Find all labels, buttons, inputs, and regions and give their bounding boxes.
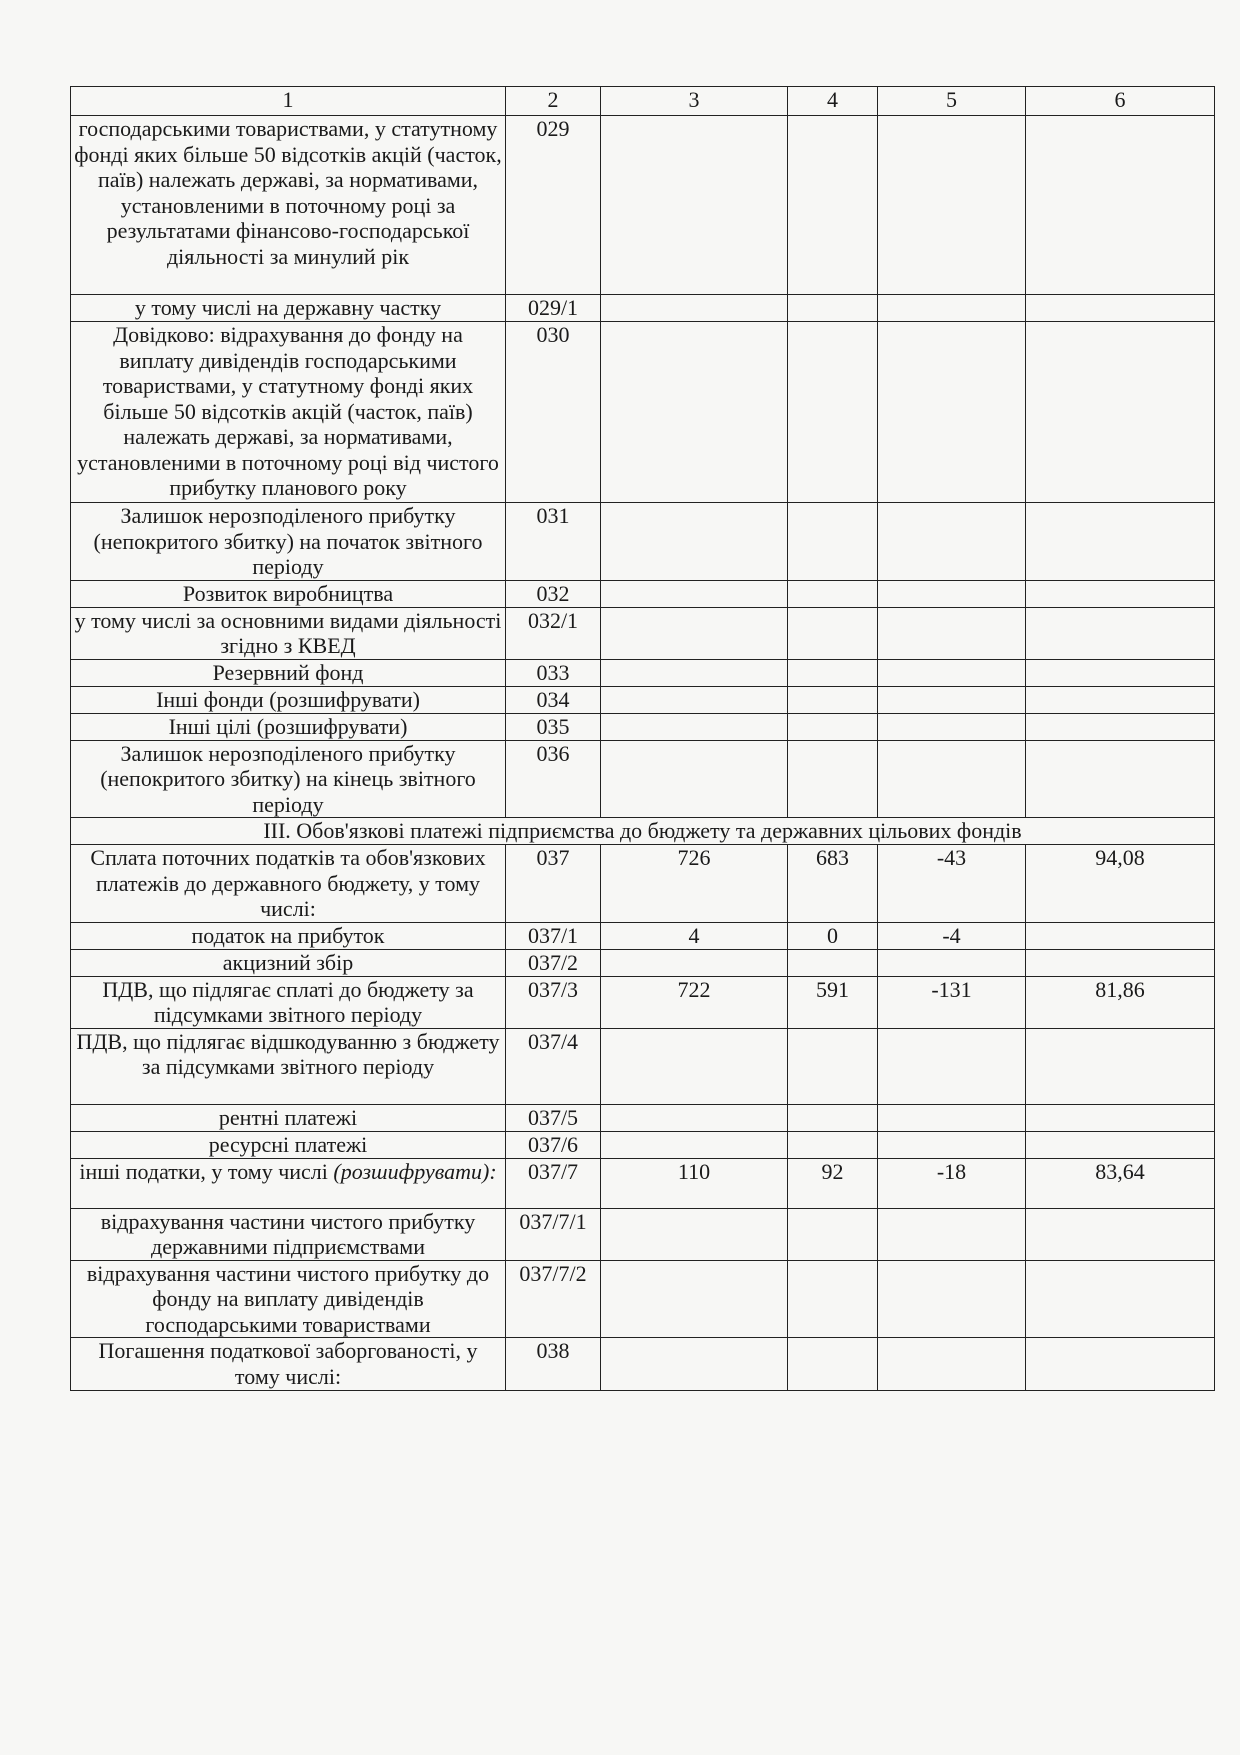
actual-value: 683: [788, 845, 878, 923]
row-code: 037/5: [506, 1104, 601, 1131]
row-code: 036: [506, 740, 601, 818]
row-name: [71, 740, 506, 818]
row-code: 037/3: [506, 976, 601, 1028]
actual-value: 92: [788, 1158, 878, 1208]
row-name-text: інші податки, у тому числі: [79, 1158, 328, 1184]
percent-value: [1026, 713, 1215, 740]
plan-value: [601, 1208, 788, 1260]
row-code: 033: [506, 659, 601, 686]
plan-value: 4: [601, 922, 788, 949]
table-row: [71, 740, 1215, 818]
row-name-text: податок на прибуток: [191, 922, 385, 948]
row-name: [71, 922, 506, 949]
row-name-text: Інші цілі (розшифрувати): [168, 713, 408, 739]
row-name-text: Резервний фонд: [212, 659, 364, 685]
plan-value: [601, 659, 788, 686]
table-row: [71, 322, 1215, 503]
plan-value: [601, 322, 788, 503]
deviation-value: -131: [878, 976, 1026, 1028]
deviation-value: [878, 740, 1026, 818]
table-row: [71, 116, 1215, 295]
percent-value: [1026, 740, 1215, 818]
column-number: 6: [1026, 87, 1215, 116]
percent-value: [1026, 1131, 1215, 1158]
row-name: [71, 713, 506, 740]
table-row: [71, 295, 1215, 322]
row-code: 037/1: [506, 922, 601, 949]
actual-value: [788, 713, 878, 740]
row-name: [71, 686, 506, 713]
plan-value: [601, 1131, 788, 1158]
plan-value: [601, 1028, 788, 1104]
actual-value: [788, 686, 878, 713]
deviation-value: [878, 1131, 1026, 1158]
actual-value: [788, 295, 878, 322]
table-row: [71, 607, 1215, 659]
plan-value: 110: [601, 1158, 788, 1208]
percent-value: 94,08: [1026, 845, 1215, 923]
row-code: 030: [506, 322, 601, 503]
row-name: [71, 949, 506, 976]
table-row: [71, 659, 1215, 686]
percent-value: [1026, 580, 1215, 607]
percent-value: 81,86: [1026, 976, 1215, 1028]
table-row: [71, 922, 1215, 949]
plan-value: [601, 1104, 788, 1131]
actual-value: [788, 659, 878, 686]
deviation-value: [878, 1028, 1026, 1104]
percent-value: [1026, 1260, 1215, 1338]
table-row: [71, 1260, 1215, 1338]
percent-value: [1026, 607, 1215, 659]
report-table: [70, 86, 1215, 1391]
row-code: 029: [506, 116, 601, 295]
row-name-text: Сплата поточних податків та обов'язкових платежів до державного бюджету, у тому числі:: [90, 845, 486, 921]
row-name: [71, 295, 506, 322]
row-name: [71, 1028, 506, 1104]
table-row: [71, 713, 1215, 740]
row-code: 034: [506, 686, 601, 713]
deviation-value: [878, 295, 1026, 322]
percent-value: [1026, 322, 1215, 503]
row-code: 037/4: [506, 1028, 601, 1104]
row-code: 037: [506, 845, 601, 923]
row-name-text: Залишок нерозподіленого прибутку (непокритого збитку) на початок звітного періоду: [93, 503, 483, 579]
deviation-value: -43: [878, 845, 1026, 923]
actual-value: [788, 116, 878, 295]
deviation-value: [878, 686, 1026, 713]
row-name-text: Залишок нерозподіленого прибутку (непокритого збитку) на кінець звітного періоду: [100, 740, 476, 817]
deviation-value: [878, 1104, 1026, 1131]
deviation-value: [878, 1260, 1026, 1338]
deviation-value: [878, 1338, 1026, 1391]
percent-value: [1026, 1208, 1215, 1260]
row-name: [71, 322, 506, 503]
deviation-value: [878, 503, 1026, 581]
actual-value: [788, 1208, 878, 1260]
deviation-value: [878, 1208, 1026, 1260]
percent-value: 83,64: [1026, 1158, 1215, 1208]
deviation-value: [878, 949, 1026, 976]
percent-value: [1026, 295, 1215, 322]
column-number-row: [71, 87, 1215, 116]
row-name-text: ресурсні платежі: [208, 1131, 368, 1157]
plan-value: [601, 116, 788, 295]
deviation-value: [878, 580, 1026, 607]
percent-value: [1026, 922, 1215, 949]
plan-value: [601, 713, 788, 740]
row-name-italic: (розшифрувати):: [333, 1158, 497, 1184]
row-code: 029/1: [506, 295, 601, 322]
actual-value: [788, 1104, 878, 1131]
percent-value: [1026, 686, 1215, 713]
percent-value: [1026, 1028, 1215, 1104]
row-name-text: відрахування частини чистого прибутку державними підприємствами: [100, 1208, 476, 1259]
table-row: [71, 686, 1215, 713]
row-name: [71, 1338, 506, 1391]
percent-value: [1026, 116, 1215, 295]
row-name-text: ПДВ, що підлягає відшкодуванню з бюджету за підсумками звітного періоду: [76, 1028, 500, 1079]
row-name-text: Інші фонди (розшифрувати): [156, 686, 420, 712]
row-code: 031: [506, 503, 601, 581]
row-name-text: Розвиток виробництва: [182, 580, 394, 606]
actual-value: [788, 1131, 878, 1158]
percent-value: [1026, 1104, 1215, 1131]
row-name: [71, 1104, 506, 1131]
column-number: 3: [601, 87, 788, 116]
row-code: 037/6: [506, 1131, 601, 1158]
row-name: [71, 1260, 506, 1338]
section-row: [71, 818, 1215, 845]
actual-value: [788, 1028, 878, 1104]
actual-value: 0: [788, 922, 878, 949]
percent-value: [1026, 503, 1215, 581]
deviation-value: -18: [878, 1158, 1026, 1208]
row-name-text: Довідково: відрахування до фонду на виплату дивідендів господарськими товариствами, у статутному фонді яких більше 50 відсотків акцій (часток, паїв) належать державі, за нормативами, установленими в поточному році від чистого прибутку планового року: [77, 322, 499, 500]
column-number: 1: [71, 87, 506, 116]
row-name-text: господарськими товариствами, у статутному фонді яких більше 50 відсотків акцій (часток, паїв) належать державі, за нормативами, установленими в поточному році за результатами фінансово-господарської діяльності за минулий рік: [74, 116, 502, 269]
row-name: [71, 976, 506, 1028]
actual-value: [788, 949, 878, 976]
row-name: [71, 1208, 506, 1260]
row-code: 037/7/1: [506, 1208, 601, 1260]
section-title: ІІІ. Обов'язкові платежі підприємства до бюджету та державних цільових фондів: [71, 818, 1215, 845]
plan-value: [601, 607, 788, 659]
table-row: [71, 1338, 1215, 1391]
plan-value: [601, 1338, 788, 1391]
row-name: [71, 503, 506, 581]
deviation-value: [878, 607, 1026, 659]
table-row: [71, 976, 1215, 1028]
table-row: [71, 845, 1215, 923]
deviation-value: [878, 713, 1026, 740]
row-name: [71, 607, 506, 659]
table-row: [71, 1104, 1215, 1131]
row-name-text: у тому числі за основними видами діяльності згідно з КВЕД: [74, 607, 502, 658]
actual-value: [788, 1338, 878, 1391]
plan-value: [601, 686, 788, 713]
column-number: 4: [788, 87, 878, 116]
plan-value: 722: [601, 976, 788, 1028]
row-code: 037/7/2: [506, 1260, 601, 1338]
actual-value: [788, 607, 878, 659]
table-row: [71, 1131, 1215, 1158]
row-code: 032: [506, 580, 601, 607]
row-name: [71, 659, 506, 686]
actual-value: [788, 322, 878, 503]
column-number: 2: [506, 87, 601, 116]
table-row: [71, 1158, 1215, 1208]
deviation-value: -4: [878, 922, 1026, 949]
table-row: [71, 1208, 1215, 1260]
plan-value: 726: [601, 845, 788, 923]
actual-value: [788, 580, 878, 607]
row-code: 035: [506, 713, 601, 740]
row-name-text: відрахування частини чистого прибутку до фонду на виплату дивідендів господарськими товариствами: [86, 1260, 490, 1337]
plan-value: [601, 295, 788, 322]
actual-value: [788, 503, 878, 581]
table-row: [71, 503, 1215, 581]
row-code: 037/7: [506, 1158, 601, 1208]
actual-value: [788, 740, 878, 818]
row-name: [71, 580, 506, 607]
row-name: [71, 1131, 506, 1158]
row-code: 032/1: [506, 607, 601, 659]
actual-value: 591: [788, 976, 878, 1028]
plan-value: [601, 503, 788, 581]
row-name-text: Погашення податкової заборгованості, у тому числі:: [98, 1338, 478, 1389]
plan-value: [601, 580, 788, 607]
column-number: 5: [878, 87, 1026, 116]
row-name-text: рентні платежі: [218, 1104, 358, 1130]
row-name: [71, 845, 506, 923]
percent-value: [1026, 659, 1215, 686]
row-name-text: ПДВ, що підлягає сплаті до бюджету за підсумками звітного періоду: [102, 976, 474, 1027]
row-name-text: у тому числі на державну частку: [134, 295, 442, 320]
row-name: [71, 1158, 506, 1208]
actual-value: [788, 1260, 878, 1338]
row-code: 037/2: [506, 949, 601, 976]
row-name: [71, 116, 506, 295]
table-row: [71, 1028, 1215, 1104]
table-row: [71, 949, 1215, 976]
percent-value: [1026, 1338, 1215, 1391]
plan-value: [601, 949, 788, 976]
row-name-text: акцизний збір: [222, 949, 354, 975]
deviation-value: [878, 322, 1026, 503]
row-code: 038: [506, 1338, 601, 1391]
deviation-value: [878, 659, 1026, 686]
plan-value: [601, 1260, 788, 1338]
plan-value: [601, 740, 788, 818]
percent-value: [1026, 949, 1215, 976]
deviation-value: [878, 116, 1026, 295]
table-row: [71, 580, 1215, 607]
